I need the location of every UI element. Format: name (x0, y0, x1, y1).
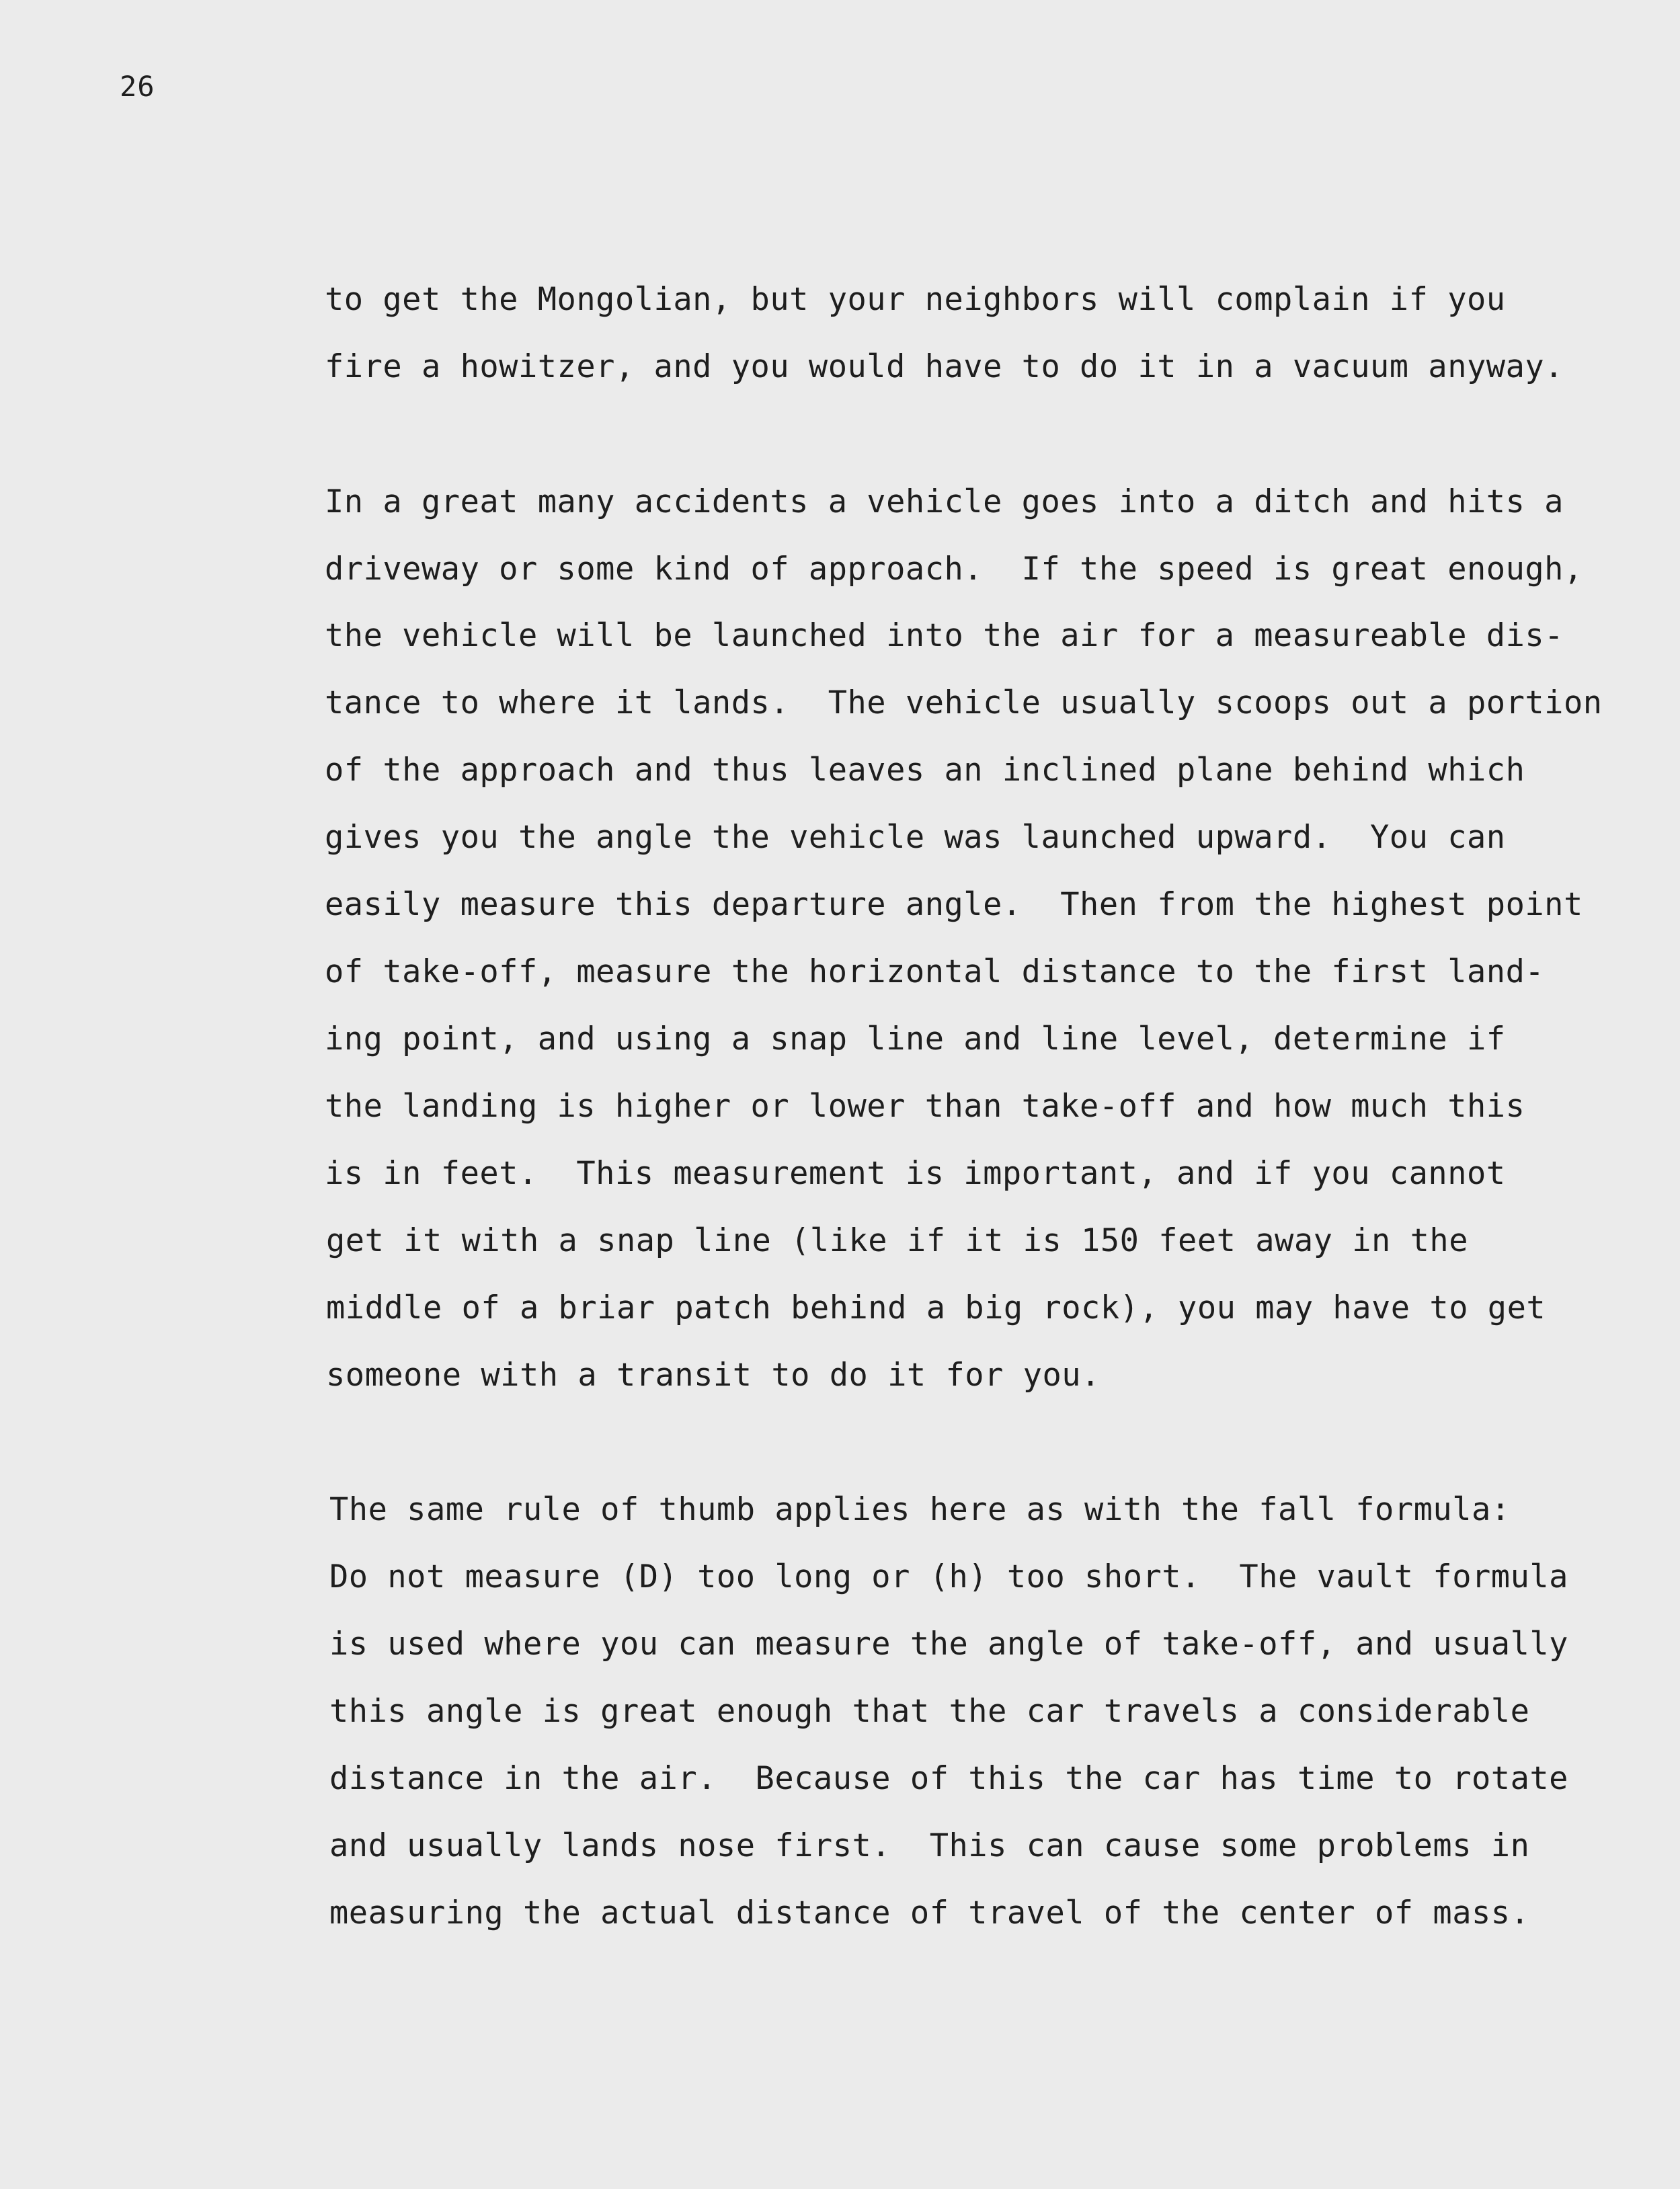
text-line: is used where you can measure the angle of take-off, and usually (329, 1626, 1568, 1663)
text-line: get it with a snap line (like if it is 150 feet away in the (326, 1222, 1468, 1259)
text-line: the vehicle will be launched into the air for a measureable dis- (325, 617, 1564, 654)
text-line: to get the Mongolian, but your neighbors will complain if you (325, 281, 1506, 318)
text-line: tance to where it lands. The vehicle usually scoops out a portion (325, 684, 1603, 721)
page-number: 26 (120, 70, 155, 103)
text-line: and usually lands nose first. This can cause some problems in (329, 1827, 1530, 1864)
text-line: fire a howitzer, and you would have to do it in a vacuum anyway. (325, 348, 1564, 385)
text-line: measuring the actual distance of travel of the center of mass. (329, 1895, 1530, 1932)
text-line: of the approach and thus leaves an inclined plane behind which (325, 752, 1525, 789)
text-line: easily measure this departure angle. Then from the highest point (325, 886, 1583, 923)
text-line: this angle is great enough that the car travels a considerable (329, 1693, 1530, 1730)
text-line: driveway or some kind of approach. If the speed is great enough, (325, 551, 1583, 588)
text-line: middle of a briar patch behind a big rock), you may have to get (326, 1289, 1546, 1326)
text-line: The same rule of thumb applies here as with the fall formula: (329, 1491, 1511, 1528)
text-line: Do not measure (D) too long or (h) too short. The vault formula (329, 1558, 1568, 1595)
text-line: ing point, and using a snap line and line level, determine if (325, 1021, 1506, 1058)
text-line: distance in the air. Because of this the car has time to rotate (329, 1760, 1568, 1797)
text-line: of take-off, measure the horizontal distance to the first land- (325, 953, 1545, 990)
text-line: In a great many accidents a vehicle goes into a ditch and hits a (325, 483, 1564, 520)
text-line: is in feet. This measurement is important, and if you cannot (325, 1155, 1506, 1192)
text-line: gives you the angle the vehicle was launched upward. You can (325, 819, 1506, 856)
text-line: someone with a transit to do it for you. (326, 1357, 1101, 1394)
text-line: the landing is higher or lower than take-off and how much this (325, 1088, 1525, 1125)
